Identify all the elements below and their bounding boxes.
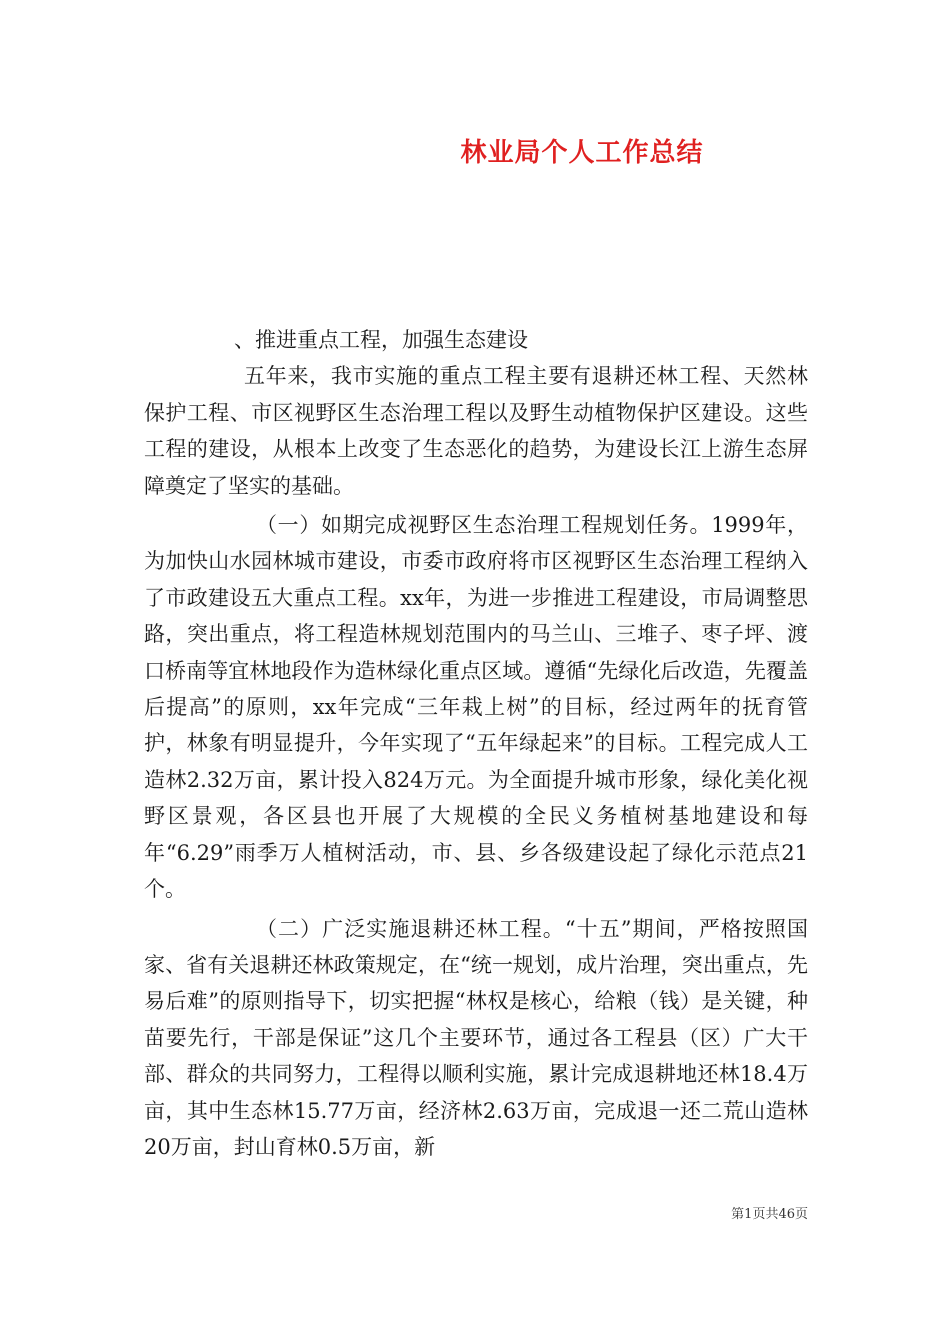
paragraph: 五年来，我市实施的重点工程主要有退耕还林工程、天然林保护工程、市区视野区生态治理工程以及野生动植物保护区建设。这些工程的建设，从根本上改变了生态恶化的趋势，为建设长江上游生态屏障奠定了坚实的基础。 (144, 364, 808, 498)
document-title: 林业局个人工作总结 (460, 138, 704, 168)
paragraph: （一）如期完成视野区生态治理工程规划任务。1999年，为加快山水园林城市建设，市委市政府将市区视野区生态治理工程纳入了市政建设五大重点工程。xx年，为进一步推进工程建设，市局调整思路，突出重点，将工程造林规划范围内的马兰山、三堆子、枣子坪、渡口桥南等宜林地段作为造林绿化重点区域。遵循“先绿化后改造，先覆盖后提高”的原则，xx年完成“三年栽上树”的目标，经过两年的抚育管护，林象有明显提升，今年实现了“五年绿起来”的目标。工程完成人工造林2.32万亩，累计投入824万元。为全面提升城市形象，绿化美化视野区景观，各区县也开展了大规模的全民义务植树基地建设和每年“6.29”雨季万人植树活动，市、县、乡各级建设起了绿化示范点21个。 (144, 513, 808, 902)
page-number-footer: 第1页共46页 (731, 1207, 808, 1222)
paragraph: （二）广泛实施退耕还林工程。“十五”期间，严格按照国家、省有关退耕还林政策规定，在“统一规划，成片治理，突出重点，先易后难”的原则指导下，切实把握“林权是核心，给粮（钱）是关键，种苗要先行，干部是保证”这几个主要环节，通过各工程县（区）广大干部、群众的共同努力，工程得以顺利实施，累计完成退耕地还林18.4万亩，其中生态林15.77万亩，经济林2.63万亩，完成退一还二荒山造林20万亩，封山育林0.5万亩，新 (144, 916, 808, 1159)
section-heading: 、推进重点工程，加强生态建设 (234, 328, 528, 352)
document-body (144, 322, 808, 1165)
